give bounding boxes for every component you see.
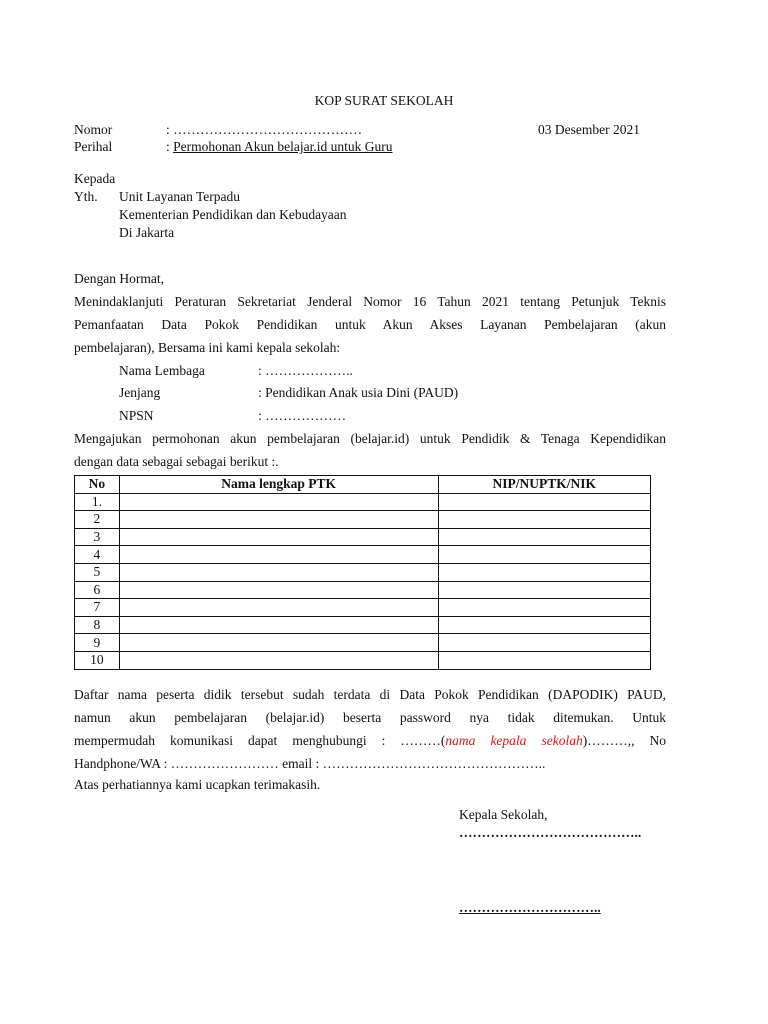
row-number: 2 <box>75 511 120 529</box>
signature-title: Kepala Sekolah, <box>459 807 548 822</box>
row-number: 6 <box>75 581 120 599</box>
cell-nama <box>119 546 438 564</box>
cell-nip <box>438 546 650 564</box>
recipient-line-1: Unit Layanan Terpadu <box>119 189 241 204</box>
table-row <box>75 599 651 617</box>
intro-line: Menindaklanjuti Peraturan Sekretariat Jenderal Nomor 16 Tahun 2021 tentang Petunjuk Teknis <box>74 294 666 309</box>
salutation: Dengan Hormat, <box>74 271 164 286</box>
closing-line-contact <box>74 729 666 752</box>
thanks-line: Atas perhatiannya kami ucapkan terimakasih. <box>74 777 321 792</box>
cell-nip <box>438 563 650 581</box>
cell-nip <box>438 528 650 546</box>
cell-nama <box>119 599 438 617</box>
cell-nama <box>119 563 438 581</box>
perihal-line <box>166 138 392 156</box>
cell-nama <box>119 511 438 529</box>
nomor-label: Nomor <box>74 122 113 137</box>
row-number: 3 <box>75 528 120 546</box>
field-value-jenjang: : Pendidikan Anak usia Dini (PAUD) <box>258 385 459 400</box>
yth-label: Yth. <box>74 189 98 204</box>
closing-line: namun akun pembelajaran (belajar.id) beserta password nya tidak ditemukan. Untuk <box>74 710 666 725</box>
cell-nama <box>119 616 438 634</box>
recipient-line-3: Di Jakarta <box>119 225 175 240</box>
cell-nip <box>438 651 650 669</box>
table-row <box>75 634 651 652</box>
cell-nama <box>119 493 438 511</box>
cell-nip <box>438 581 650 599</box>
perihal-value: Permohonan Akun belajar.id untuk Guru <box>173 139 393 154</box>
kepada-label: Kepada <box>74 171 116 186</box>
row-number: 4 <box>75 546 120 564</box>
perihal-colon: : <box>166 139 174 154</box>
request-line: Mengajukan permohonan akun pembelajaran (belajar.id) untuk Pendidik & Tenaga Kependidikan <box>74 431 666 446</box>
perihal-label: Perihal <box>74 139 113 154</box>
row-number: 10 <box>75 651 120 669</box>
field-value-nama-lembaga: : ……………….. <box>258 363 353 378</box>
field-label-npsn: NPSN <box>119 408 154 423</box>
closing-line: Handphone/WA : …………………… email : ………………………………………….. <box>74 756 546 771</box>
table-row <box>75 563 651 581</box>
table-header-row <box>75 476 651 494</box>
table-row <box>75 546 651 564</box>
row-number: 8 <box>75 616 120 634</box>
intro-line: pembelajaran), Bersama ini kami kepala sekolah: <box>74 340 341 355</box>
cell-nama <box>119 528 438 546</box>
cell-nip <box>438 599 650 617</box>
request-paragraph <box>74 427 666 473</box>
cell-nama <box>119 634 438 652</box>
intro-paragraph <box>74 290 666 359</box>
letter-date: 03 Desember 2021 <box>538 122 640 137</box>
table-row <box>75 511 651 529</box>
field-value-npsn: : ……………… <box>258 408 347 423</box>
cell-nip <box>438 493 650 511</box>
signature-dots: ………………………………….. <box>459 825 642 840</box>
row-number: 5 <box>75 563 120 581</box>
request-line: dengan data sebagai sebagai berikut :. <box>74 454 279 469</box>
header-nama: Nama lengkap PTK <box>119 476 438 494</box>
field-label-jenjang: Jenjang <box>119 385 161 400</box>
cell-nip <box>438 634 650 652</box>
field-label-nama-lembaga: Nama Lembaga <box>119 363 205 378</box>
row-number: 7 <box>75 599 120 617</box>
closing-paragraph <box>74 683 666 775</box>
table-row <box>75 616 651 634</box>
table-row <box>75 651 651 669</box>
headmaster-name-placeholder: nama kepala sekolah <box>445 733 583 748</box>
contact-suffix: )………,, No <box>582 733 667 748</box>
cell-nama <box>119 651 438 669</box>
letterhead-title: KOP SURAT SEKOLAH <box>314 93 454 108</box>
cell-nip <box>438 511 650 529</box>
intro-line: Pemanfaatan Data Pokok Pendidikan untuk Akun Akses Layanan Pembelajaran (akun <box>74 317 666 332</box>
ptk-table <box>74 475 651 670</box>
row-number: 1. <box>75 493 120 511</box>
table-row <box>75 493 651 511</box>
nomor-value: : …………………………………… <box>166 122 363 137</box>
contact-prefix: mempermudah komunikasi dapat menghubungi : ………( <box>74 733 446 748</box>
row-number: 9 <box>75 634 120 652</box>
closing-line: Daftar nama peserta didik tersebut sudah terdata di Data Pokok Pendidikan (DAPODIK) PAUD, <box>74 687 666 702</box>
cell-nama <box>119 581 438 599</box>
recipient-line-2: Kementerian Pendidikan dan Kebudayaan <box>119 207 347 222</box>
table-row <box>75 528 651 546</box>
table-row <box>75 581 651 599</box>
signature-name-dots: ………………………….. <box>459 900 601 915</box>
header-nip: NIP/NUPTK/NIK <box>438 476 650 494</box>
header-no: No <box>75 476 120 494</box>
cell-nip <box>438 616 650 634</box>
